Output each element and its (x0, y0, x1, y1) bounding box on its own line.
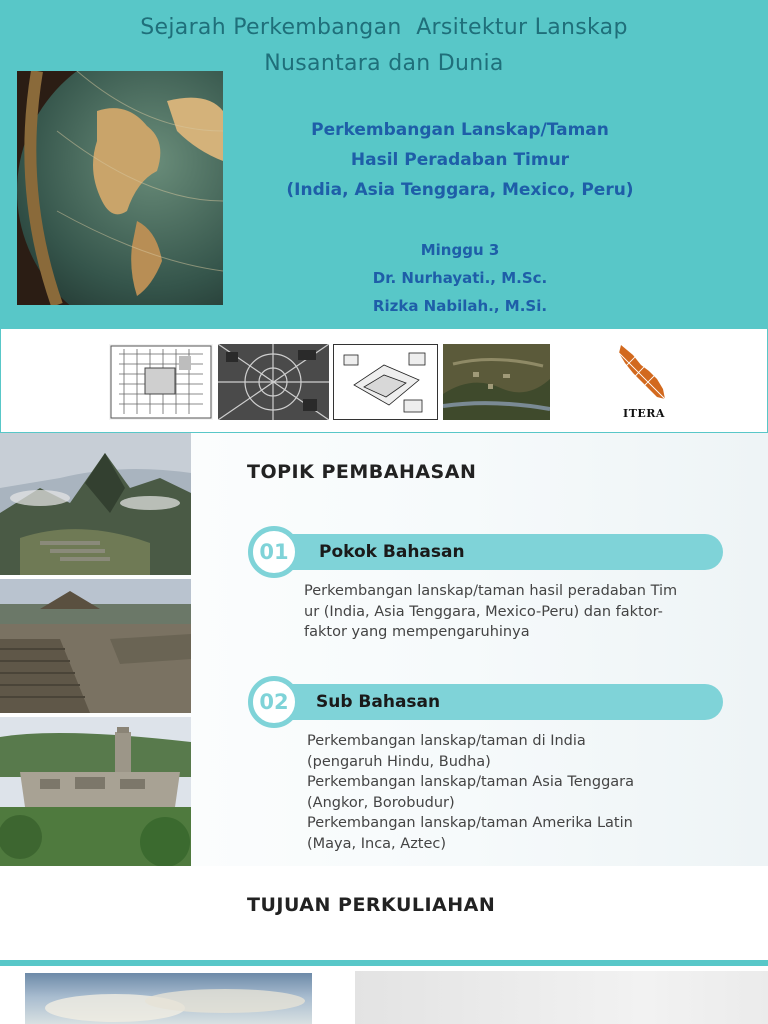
background-photo (355, 971, 768, 1024)
desc-2-line-4: (Angkor, Borobudur) (307, 794, 455, 811)
subtitle-line-1: Perkembangan Lanskap/Taman (311, 120, 609, 140)
itera-logo (611, 341, 673, 423)
desc-2-line-1: Perkembangan lanskap/taman di India (307, 733, 586, 749)
desc-2-line-3: Perkembangan lanskap/taman Asia Tenggara (307, 774, 635, 790)
subtitle-line-3: (India, Asia Tenggara, Mexico, Peru) (286, 180, 634, 200)
authors-block (250, 236, 670, 320)
topics-heading: TOPIK PEMBAHASAN (247, 461, 477, 483)
title-line-1: Sejarah Perkembangan Arsitektur Lanskap (140, 15, 628, 40)
globe-image (17, 71, 223, 305)
objectives-slide (0, 866, 768, 1024)
city-plan-image-1 (109, 344, 213, 420)
itera-logo-text: ITERA (623, 407, 665, 420)
subtitle-line-2: Hasil Peradaban Timur (350, 150, 570, 170)
topic-label-2: Sub Bahasan (316, 692, 441, 712)
slide-subtitle (250, 115, 670, 205)
desc-2-line-6: (Maya, Inca, Aztec) (307, 835, 447, 852)
week-label: Minggu 3 (420, 241, 500, 259)
number-badge-1: 01 (248, 526, 300, 578)
image-strip (0, 328, 768, 433)
topic-desc-1 (304, 581, 677, 643)
desc-1-line-1: Perkembangan lanskap/taman hasil peradaban Tim (304, 583, 678, 599)
sky-photo (25, 973, 312, 1024)
aerial-photo (443, 344, 550, 420)
topic-label-1: Pokok Bahasan (319, 542, 465, 562)
title-line-2: Nusantara dan Dunia (264, 51, 504, 76)
desc-1-line-3: faktor yang mempengaruhinya (304, 624, 530, 640)
palenque-photo (0, 717, 191, 866)
desc-2-line-5: Perkembangan lanskap/taman Amerika Latin (307, 815, 633, 831)
teotihuacan-photo (0, 579, 191, 713)
number-badge-2: 02 (248, 676, 300, 728)
desc-1-line-2: ur (India, Asia Tenggara, Mexico-Peru) dan faktor- (304, 603, 663, 620)
author-1: Dr. Nurhayati., M.Sc. (372, 269, 548, 287)
topics-slide (0, 433, 768, 866)
author-2: Rizka Nabilah., M.Si. (372, 297, 548, 315)
topic-desc-2 (307, 731, 634, 854)
divider-bar (0, 960, 768, 966)
city-plan-image-3 (333, 344, 438, 420)
objectives-heading: TUJUAN PERKULIAHAN (247, 894, 496, 916)
desc-2-line-2: (pengaruh Hindu, Budha) (307, 753, 491, 770)
city-plan-image-2 (218, 344, 329, 420)
title-slide (0, 0, 768, 433)
machu-picchu-photo (0, 433, 191, 575)
